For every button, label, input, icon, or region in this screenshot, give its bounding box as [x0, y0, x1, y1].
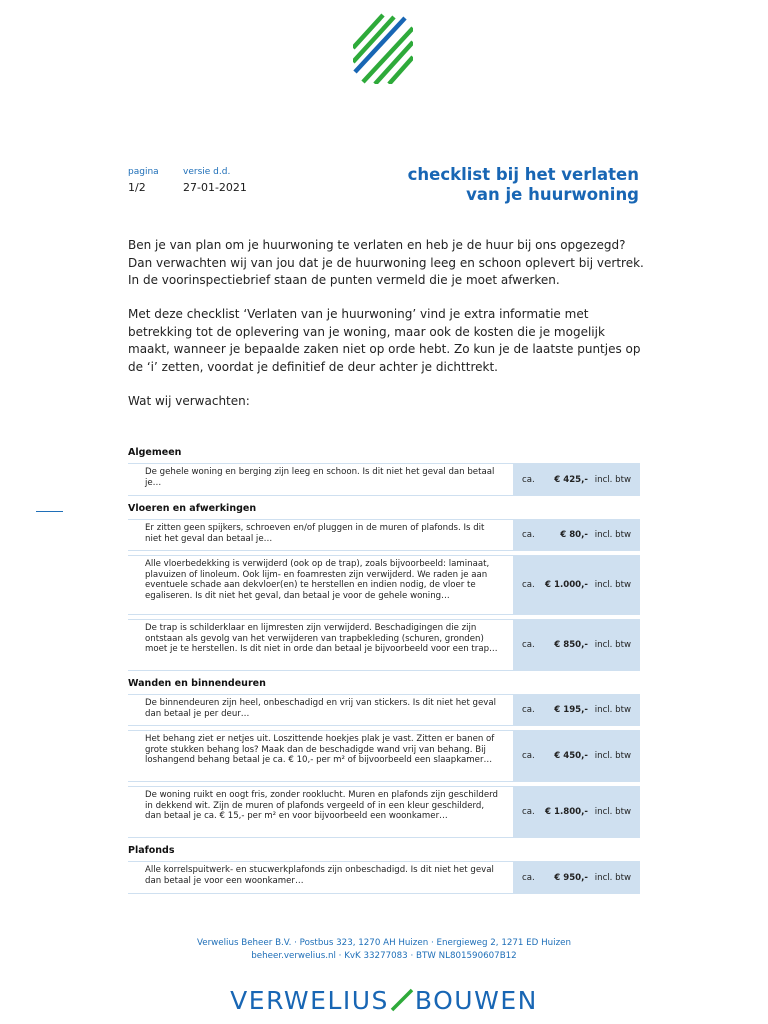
brand-right: BOUWEN	[414, 986, 538, 1015]
price-ca: ca.	[522, 474, 535, 485]
brand-left: VERWELIUS	[230, 986, 389, 1015]
price-btw: incl. btw	[594, 530, 631, 540]
price-btw: incl. btw	[594, 580, 631, 590]
price-ca: ca.	[522, 807, 535, 817]
price-btw: incl. btw	[594, 751, 631, 761]
title-line-2: van je huurwoning	[466, 185, 639, 204]
footer-address: Verwelius Beheer B.V. · Postbus 323, 1270 AH Huizen · Energieweg 2, 1271 ED Huizen	[196, 938, 571, 948]
row-text: Alle vloerbedekking is verwijderd (ook op de trap), zoals bijvoorbeeld: laminaat, plavuizen of linoleum. Ook lijm- en foamresten zijn verwijderd. We raden je aan eventuele schade aan dekvloer(en) te herstellen en indien nodig, de vloer te egaliseren. Is dit niet het geval, dan betaal je voor de gehele woning…	[145, 559, 490, 601]
row-text: De trap is schilderklaar en lijmresten zijn verwijderd. Beschadigingen die zijn ontstaan als gevolg van het verwijderen van trapbekleding (schuren, gronden) moet je te herstellen. Is dit niet in orde dan betaal je bijvoorbeeld voor een trap…	[145, 623, 498, 655]
company-logo	[353, 12, 413, 84]
row-price	[513, 695, 640, 725]
row-price	[513, 520, 640, 550]
version-date: 27-01-2021	[183, 181, 247, 194]
checklist-row	[128, 555, 640, 615]
price-amount: € 425,-	[554, 474, 588, 485]
checklist-row	[128, 730, 640, 782]
price-ca: ca.	[522, 751, 535, 761]
row-price	[513, 862, 640, 893]
checklist-row	[128, 619, 640, 671]
row-price	[513, 731, 640, 781]
price-ca: ca.	[522, 530, 535, 540]
document-title	[408, 165, 639, 205]
section-title-algemeen: Algemeen	[128, 447, 182, 458]
price-amount: € 195,-	[554, 705, 588, 715]
margin-marker	[36, 511, 63, 512]
checklist-row	[128, 694, 640, 726]
intro-paragraph-3: Wat wij verwachten:	[128, 394, 250, 408]
price-ca: ca.	[522, 705, 535, 715]
price-btw: incl. btw	[594, 807, 631, 817]
price-btw: incl. btw	[594, 474, 631, 485]
row-text: Er zitten geen spijkers, schroeven en/of pluggen in de muren of plafonds. Is dit niet het geval dan betaal je…	[145, 523, 485, 544]
row-price	[513, 787, 640, 837]
brand-wordmark	[0, 986, 768, 1015]
footer-registration: beheer.verwelius.nl · KvK 33277083 · BTW NL801590607B12	[251, 951, 517, 961]
brand-slash-icon	[389, 988, 415, 1012]
intro-paragraph-1: Ben je van plan om je huurwoning te verlaten en heb je de huur bij ons opgezegd? Dan verwachten wij van jou dat je de huurwoning leeg en schoon oplevert bij vertrek. In de voorinspectiebrief staan de punten vermeld die je moet afwerken.	[128, 238, 644, 287]
price-amount: € 80,-	[560, 530, 588, 540]
row-price	[513, 464, 640, 495]
section-title-plafonds: Plafonds	[128, 845, 175, 856]
row-text: Alle korrelspuitwerk- en stucwerkplafonds zijn onbeschadigd. Is dit niet het geval dan betaal je voor een woonkamer…	[145, 865, 494, 886]
price-amount: € 450,-	[554, 751, 588, 761]
price-ca: ca.	[522, 640, 535, 650]
price-amount: € 1.000,-	[545, 580, 588, 590]
price-btw: incl. btw	[594, 705, 631, 715]
price-btw: incl. btw	[594, 872, 631, 883]
row-price	[513, 620, 640, 670]
checklist-row	[128, 861, 640, 894]
price-amount: € 950,-	[554, 872, 588, 883]
price-amount: € 850,-	[554, 640, 588, 650]
price-amount: € 1.800,-	[545, 807, 588, 817]
title-line-1: checklist bij het verlaten	[407, 165, 639, 184]
version-label: versie d.d.	[183, 167, 231, 177]
checklist-row	[128, 786, 640, 838]
page-label: pagina	[128, 167, 159, 177]
price-btw: incl. btw	[594, 640, 631, 650]
row-text: De binnendeuren zijn heel, onbeschadigd en vrij van stickers. Is dit niet het geval dan betaal je per deur…	[145, 698, 497, 719]
price-ca: ca.	[522, 580, 535, 590]
section-title-wanden: Wanden en binnendeuren	[128, 678, 266, 689]
row-price	[513, 556, 640, 614]
row-text: De gehele woning en berging zijn leeg en schoon. Is dit niet het geval dan betaal je…	[145, 467, 495, 488]
row-text: De woning ruikt en oogt fris, zonder rooklucht. Muren en plafonds zijn geschilderd in dekkend wit. Zijn de muren of plafonds vergeeld of in een kleur geschilderd, dan betaal je ca. € 15,- per m² en voor bijvoorbeeld een woonkamer…	[145, 790, 499, 822]
checklist-row	[128, 463, 640, 496]
intro-paragraph-2: Met deze checklist ‘Verlaten van je huurwoning’ vind je extra informatie met betrekking tot de oplevering van je woning, maar ook de kosten die je mogelijk maakt, wanneer je bepaalde zaken niet op orde hebt. Zo kun je de laatste puntjes op de ‘i’ zetten, voordat je definitief de deur achter je dichttrekt.	[128, 307, 641, 374]
checklist	[128, 444, 640, 898]
row-text: Het behang ziet er netjes uit. Loszittende hoekjes plak je vast. Zitten er banen of grote stukken behang los? Maak dan de beschadigde wand vrij van behang. Bij loshangend behang betaal je ca. € 10,- per m² of bijvoorbeeld een slaapkamer…	[145, 734, 495, 766]
checklist-row	[128, 519, 640, 551]
page-number: 1/2	[128, 181, 146, 194]
section-title-vloeren: Vloeren en afwerkingen	[128, 503, 257, 514]
price-ca: ca.	[522, 872, 535, 883]
